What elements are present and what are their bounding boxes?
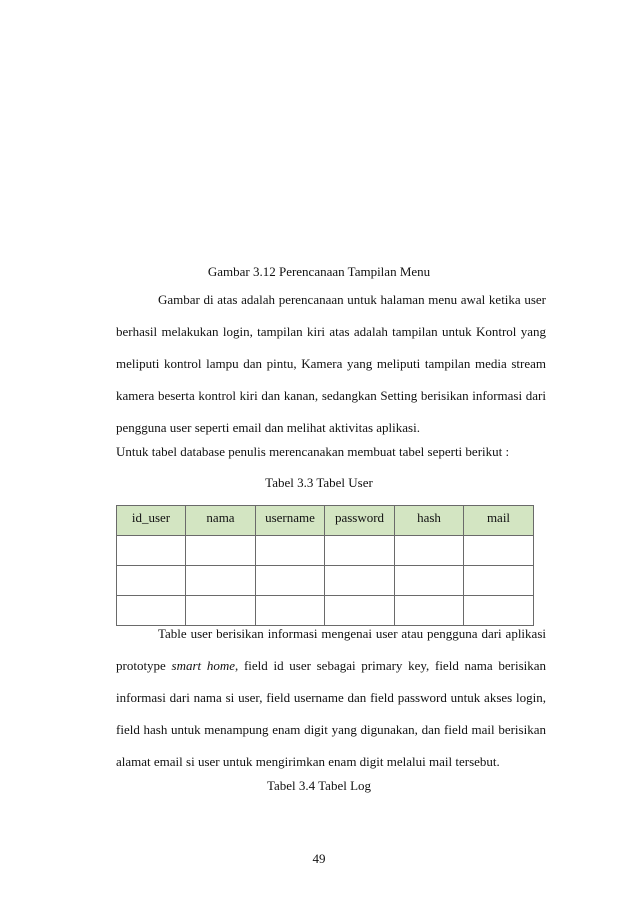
text-prototype: prototype bbox=[116, 658, 166, 673]
table-caption: Tabel 3.3 Tabel User bbox=[265, 475, 373, 490]
table-row bbox=[117, 596, 534, 626]
header-id-user: id_user bbox=[117, 506, 186, 536]
table-cell bbox=[186, 536, 256, 566]
text-smart-home: smart home bbox=[171, 658, 235, 673]
table-cell bbox=[186, 596, 256, 626]
header-hash: hash bbox=[395, 506, 464, 536]
paragraph-table-description bbox=[116, 626, 546, 776]
table-cell bbox=[325, 536, 395, 566]
paragraph-line: informasi dari nama si user, field username dan field password untuk akses login, bbox=[116, 690, 546, 705]
table-cell bbox=[464, 566, 534, 596]
paragraph-line: Untuk tabel database penulis merencanakan membuat tabel seperti berikut : bbox=[116, 444, 510, 459]
table-cell bbox=[395, 596, 464, 626]
table-header-row bbox=[117, 506, 534, 536]
header-mail: mail bbox=[464, 506, 534, 536]
user-table bbox=[116, 505, 534, 626]
table-cell bbox=[117, 536, 186, 566]
table-cell bbox=[325, 596, 395, 626]
text-field-description: , field id user sebagai primary key, field nama berisikan bbox=[235, 658, 547, 673]
paragraph-line bbox=[116, 658, 546, 674]
paragraph-table-intro bbox=[116, 444, 546, 460]
table-cell bbox=[117, 566, 186, 596]
table-cell bbox=[256, 596, 325, 626]
table-row bbox=[117, 566, 534, 596]
paragraph-line: Gambar di atas adalah perencanaan untuk halaman menu awal ketika user bbox=[158, 292, 546, 307]
paragraph-line: Table user berisikan informasi mengenai user atau pengguna dari aplikasi bbox=[158, 626, 546, 641]
paragraph-line: berhasil melakukan login, tampilan kiri atas adalah tampilan untuk Kontrol yang bbox=[116, 324, 546, 339]
header-username: username bbox=[256, 506, 325, 536]
page-number: 49 bbox=[312, 851, 326, 866]
table-caption-log: Tabel 3.4 Tabel Log bbox=[266, 778, 372, 793]
paragraph-line: field hash untuk menampung enam digit yang digunakan, dan field mail berisikan bbox=[116, 722, 546, 737]
header-nama: nama bbox=[186, 506, 256, 536]
paragraph-line: pengguna user seperti email dan melihat aktivitas aplikasi. bbox=[116, 420, 420, 435]
table-cell bbox=[325, 566, 395, 596]
paragraph-line: alamat email si user untuk mengirimkan enam digit melalui mail tersebut. bbox=[116, 754, 500, 769]
figure-caption: Gambar 3.12 Perencanaan Tampilan Menu bbox=[207, 264, 431, 279]
table-cell bbox=[395, 536, 464, 566]
paragraph-line: meliputi kontrol lampu dan pintu, Kamera yang meliputi tampilan media stream bbox=[116, 356, 546, 371]
header-password: password bbox=[325, 506, 395, 536]
table-cell bbox=[464, 536, 534, 566]
table-cell bbox=[395, 566, 464, 596]
table-cell bbox=[186, 566, 256, 596]
paragraph-line: kamera beserta kontrol kiri dan kanan, sedangkan Setting berisikan informasi dari bbox=[116, 388, 546, 403]
table-row bbox=[117, 536, 534, 566]
table-cell bbox=[464, 596, 534, 626]
table-cell bbox=[117, 596, 186, 626]
table-cell bbox=[256, 536, 325, 566]
paragraph-menu-description bbox=[116, 292, 546, 442]
table-cell bbox=[256, 566, 325, 596]
